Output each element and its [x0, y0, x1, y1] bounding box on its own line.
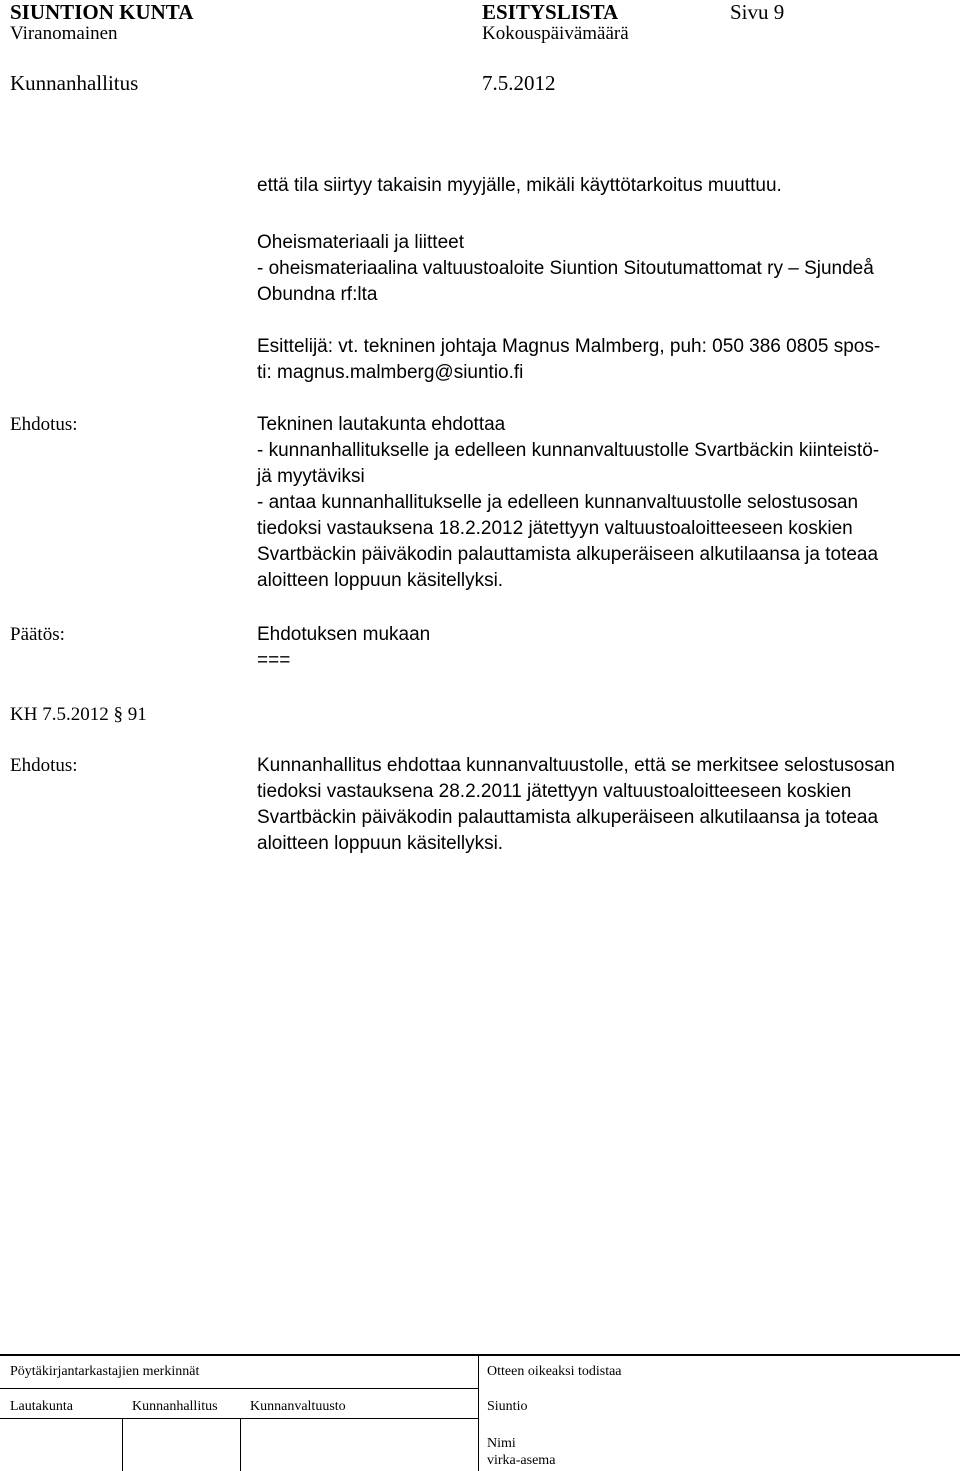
- presenter-line: ti: magnus.malmberg@siuntio.fi: [257, 362, 524, 383]
- decision-text: [257, 622, 430, 674]
- proposal-text: [257, 753, 895, 857]
- date-label: Kokouspäivämäärä: [482, 23, 629, 44]
- materials-line: - oheismateriaalina valtuustoaloite Siuntion Sitoutumattomat ry – Sjundeå: [257, 258, 874, 279]
- proposal-line: aloitteen loppuun käsitellyksi.: [257, 833, 504, 854]
- decision-separator: ===: [257, 650, 291, 671]
- materials-line: Obundna rf:lta: [257, 284, 378, 305]
- footer-row-rule: [0, 1418, 478, 1419]
- proposal-line: Tekninen lautakunta ehdottaa: [257, 414, 506, 435]
- footer-col-kunnanhallitus: Kunnanhallitus: [132, 1399, 218, 1414]
- intro-text: [257, 173, 782, 199]
- proposal-line: - antaa kunnanhallitukselle ja edelleen kunnanvaltuustolle selostusosan: [257, 492, 859, 513]
- intro-line: että tila siirtyy takaisin myyjälle, mikäli käyttötarkoitus muuttuu.: [257, 175, 782, 196]
- footer-col-divider: [240, 1418, 241, 1471]
- footer-left-title: Pöytäkirjantarkastajien merkinnät: [10, 1364, 200, 1379]
- presenter: [257, 334, 880, 386]
- proposal-line: tiedoksi vastauksena 28.2.2011 jätettyyn valtuustoaloitteeseen koskien: [257, 781, 852, 802]
- proposal-line: Kunnanhallitus ehdottaa kunnanvaltuustolle, että se merkitsee selostusosan: [257, 755, 895, 776]
- page-number: Sivu 9: [730, 0, 785, 24]
- footer-col-divider: [122, 1418, 123, 1471]
- footer-col-kunnanvaltuusto: Kunnanvaltuusto: [250, 1399, 346, 1414]
- footer-mid-rule: [0, 1388, 478, 1389]
- kh-reference: KH 7.5.2012 § 91: [10, 704, 147, 725]
- footer-place: Siuntio: [487, 1399, 528, 1414]
- footer-top-rule: [0, 1354, 960, 1356]
- proposal-line: tiedoksi vastauksena 18.2.2012 jätettyyn valtuustoaloitteeseen koskien: [257, 518, 853, 539]
- footer-col-lautakunta: Lautakunta: [10, 1399, 73, 1414]
- proposal-line: Svartbäckin päiväkodin palauttamista alkuperäiseen alkutilaansa ja toteaa: [257, 807, 879, 828]
- proposal-label: Ehdotus:: [10, 755, 78, 776]
- footer-name-label: Nimi: [487, 1436, 516, 1451]
- proposal-label: Ehdotus:: [10, 414, 78, 435]
- presenter-line: Esittelijä: vt. tekninen johtaja Magnus Malmberg, puh: 050 386 0805 spos-: [257, 336, 881, 357]
- proposal-text: [257, 412, 879, 594]
- proposal-line: Svartbäckin päiväkodin palauttamista alkuperäiseen alkutilaansa ja toteaa: [257, 544, 879, 565]
- proposal-line: - kunnanhallitukselle ja edelleen kunnanvaltuustolle Svartbäckin kiinteistö-: [257, 440, 880, 461]
- meeting-date: 7.5.2012: [482, 71, 556, 95]
- proposal-line: aloitteen loppuun käsitellyksi.: [257, 570, 504, 591]
- decision-label: Päätös:: [10, 624, 65, 645]
- proposal-line: jä myytäviksi: [257, 466, 365, 487]
- footer-right-title: Otteen oikeaksi todistaa: [487, 1364, 622, 1379]
- footer-center-divider: [478, 1354, 479, 1471]
- org-name: SIUNTION KUNTA: [10, 0, 194, 24]
- org-sub: Viranomainen: [10, 23, 118, 44]
- decision-line: Ehdotuksen mukaan: [257, 624, 431, 645]
- body-name: Kunnanhallitus: [10, 71, 139, 95]
- doc-type: ESITYSLISTA: [482, 0, 619, 24]
- footer-title-label: virka-asema: [487, 1453, 556, 1468]
- materials: [257, 230, 874, 308]
- materials-title: Oheismateriaali ja liitteet: [257, 232, 464, 253]
